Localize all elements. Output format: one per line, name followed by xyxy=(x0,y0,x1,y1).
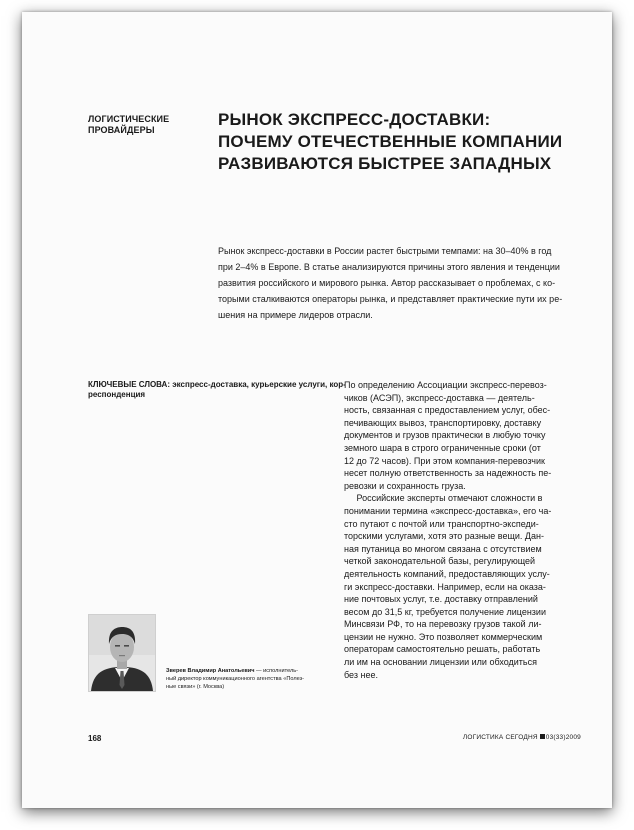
title-line: РАЗВИВАЮТСЯ БЫСТРЕЕ ЗАПАДНЫХ xyxy=(218,154,552,173)
author-line: ные связи» (г. Москва) xyxy=(166,684,225,690)
body-line: без нее. xyxy=(344,669,378,680)
author-portrait-image xyxy=(89,615,155,691)
author-name: Зверев Владимир Анатольевич xyxy=(166,668,255,674)
keywords xyxy=(88,380,346,400)
body-line: ревозки и сохранность груза. xyxy=(344,480,466,491)
journal-name: ЛОГИСТИКА СЕГОДНЯ xyxy=(462,734,538,741)
body-line: ная путаница во многом связана с отсутствием xyxy=(344,543,542,554)
section-label: ЛОГИСТИЧЕСКИЕ ПРОВАЙДЕРЫ xyxy=(88,114,170,135)
article-abstract xyxy=(218,243,578,323)
abstract-line: развития российского и мирового рынка. Автор рассказывает о проблемах, с ко- xyxy=(218,278,556,288)
body-line: сто путают с почтой или транспортно-экспеди- xyxy=(344,518,539,529)
body-line: четкой законодательной базы, регулирующей xyxy=(344,556,536,567)
square-bullet-icon xyxy=(540,734,545,739)
body-line: ли им на основании лицензии или обходиться xyxy=(344,657,537,668)
author-line: ный директор коммуникационного агентства «Полез- xyxy=(166,676,305,682)
article-body xyxy=(344,379,584,681)
abstract-line: торыми сталкиваются операторы рынка, и представляет практические пути их ре- xyxy=(218,294,563,304)
body-line: печивающих вывоз, транспортировку, доставку xyxy=(344,417,542,428)
body-line: деятельность компаний, предоставляющих услу- xyxy=(344,568,550,579)
body-line: ние почтовых услуг, т.е. доставку отправлений xyxy=(344,594,538,605)
author-line xyxy=(166,667,336,675)
author-photo xyxy=(88,614,156,692)
body-line: чиков (АСЭП), экспресс-доставка — деятель- xyxy=(344,392,535,403)
body-line: ность, связанная с предоставлением услуг, обес- xyxy=(344,405,551,416)
body-line: несет полную ответственность за надежность пе- xyxy=(344,468,552,479)
body-line: операторам самостоятельно решать, работать xyxy=(344,644,541,655)
body-line: Российские эксперты отмечают сложности в xyxy=(344,493,543,504)
journal-footer xyxy=(463,734,581,741)
body-line: цензии не нужно. Это позволяет коммерческим xyxy=(344,631,543,642)
title-line: ПОЧЕМУ ОТЕЧЕСТВЕННЫЕ КОМПАНИИ xyxy=(218,132,563,151)
article-title xyxy=(218,109,578,175)
keywords-line: респонденция xyxy=(88,390,146,399)
body-line: 12 до 72 часов). При этом компания-перевозчик xyxy=(344,455,545,466)
body-line: понимании термина «экспресс-доставка», его ча- xyxy=(344,505,552,516)
page-number: 168 xyxy=(88,734,102,743)
body-line: документов и грузов практически в любую точку xyxy=(344,430,546,441)
body-line: Минсвязи РФ, то на перевозку грузов такой ли- xyxy=(344,619,542,630)
author-info xyxy=(166,667,336,691)
author-role-start: — исполнитель- xyxy=(254,668,299,674)
body-line: ги экспресс-доставки. Например, если на оказа- xyxy=(344,581,546,592)
abstract-line: Рынок экспресс-доставки в России растет быстрыми темпами: на 30–40% в год xyxy=(218,246,552,256)
abstract-line: шения на примере лидеров отрасли. xyxy=(218,310,373,320)
body-line: весом до 31,5 кг, требуется получение лицензии xyxy=(344,606,546,617)
body-line: торскими услугами, хотя это разные вещи. Дан- xyxy=(344,531,544,542)
body-line: По определению Ассоциации экспресс-перевоз- xyxy=(344,380,547,390)
body-line: земного шара в строго ограниченные сроки (от xyxy=(344,442,541,453)
journal-issue: 03(33)2009 xyxy=(545,734,581,741)
abstract-line: при 2–4% в Европе. В статье анализируются причины этого явления и тенденции xyxy=(218,262,560,272)
keywords-line: КЛЮЧЕВЫЕ СЛОВА: экспресс-доставка, курьерские услуги, кор- xyxy=(88,380,346,389)
title-line: РЫНОК ЭКСПРЕСС-ДОСТАВКИ: xyxy=(218,110,491,129)
